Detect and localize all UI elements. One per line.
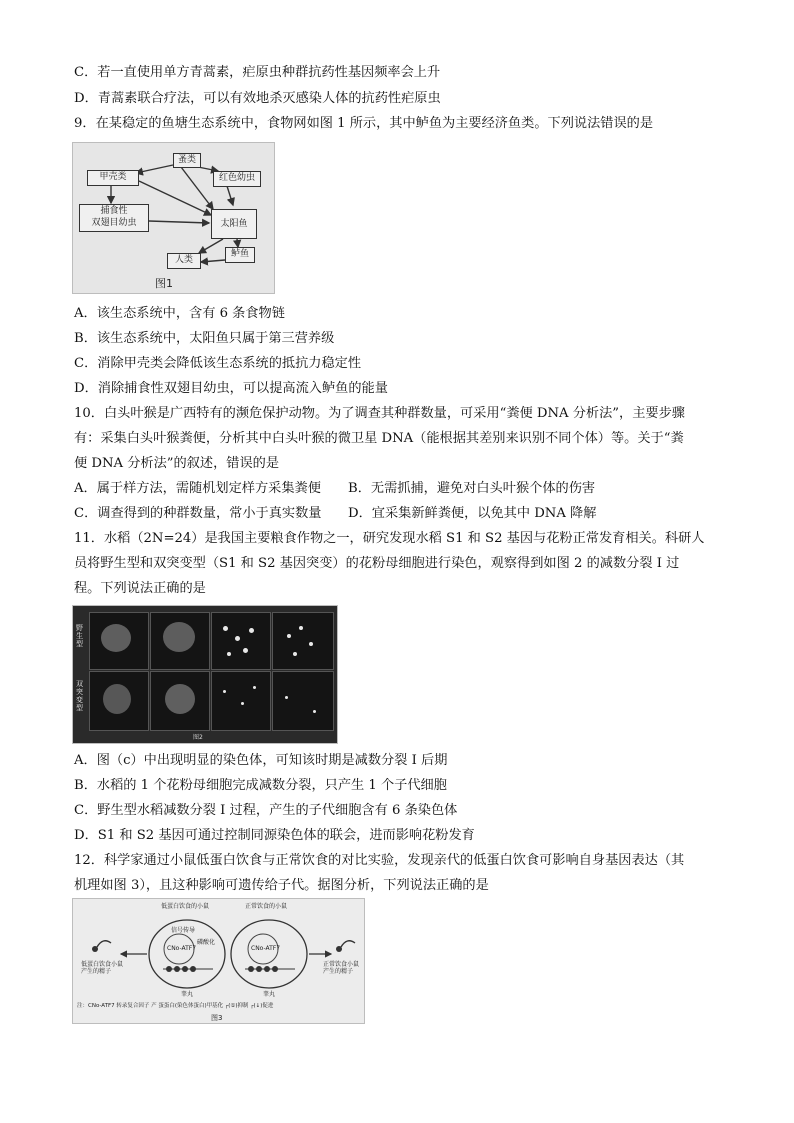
q9-option-c: C．消除甲壳类会降低该生态系统的抵抗力稳定性 (74, 356, 362, 371)
q11-stem-line2: 员将野生型和双突变型（S1 和 S2 基因突变）的花粉母细胞进行染色，观察得到如图 2 的减数分裂 I 过 (74, 556, 680, 571)
figure-2-caption: 图2 (193, 734, 203, 741)
node-human: 人类 (167, 253, 201, 269)
label-low-protein-sperm: 低蛋白饮食小鼠 产生的精子 (81, 961, 124, 975)
label-normal-sperm: 正常饮食小鼠 产生的精子 (323, 961, 360, 975)
q10-stem-line1: 10．白头叶猴是广西特有的濒危保护动物。为了调查其种群数量，可采用“粪便 DNA 分析法”，主要步骤 (74, 406, 685, 421)
q10-option-a: A．属于样方法，需随机划定样方采集粪便 (74, 481, 321, 496)
q12-stem-line2: 机理如图 3），且这种影响可遗传给子代。据图分析，下列说法正确的是 (74, 878, 489, 893)
micrograph-wt-c (211, 612, 271, 670)
figure-1-caption: 图1 (155, 277, 173, 290)
q10-option-c: C．调查得到的种群数量，常小于真实数量 (74, 506, 322, 521)
node-predatory-larva: 捕食性 双翅目幼虫 (79, 204, 149, 232)
q11-option-d: D．S1 和 S2 基因可通过控制同源染色体的联会，进而影响花粉发育 (74, 828, 475, 843)
q10-stem-line3: 便 DNA 分析法”的叙述，错误的是 (74, 456, 280, 471)
q8-option-c: C．若一直使用单方青蒿素，疟原虫种群抗药性基因频率会上升 (74, 65, 441, 80)
q9-option-a: A．该生态系统中，含有 6 条食物链 (74, 306, 285, 321)
figure-3-mechanism (72, 898, 365, 1024)
label-phosphorylation: 磷酸化 (197, 939, 216, 946)
q9-stem: 9．在某稳定的鱼塘生态系统中，食物网如图 1 所示，其中鲈鱼为主要经济鱼类。下列说法错误的是 (74, 116, 654, 131)
label-testis-left: 睾丸 (181, 991, 194, 998)
q9-option-d: D．消除捕食性双翅目幼虫，可以提高流入鲈鱼的能量 (74, 381, 388, 396)
q11-option-a: A．图（c）中出现明显的染色体，可知该时期是减数分裂 I 后期 (74, 753, 448, 768)
q12-stem-line1: 12．科学家通过小鼠低蛋白饮食与正常饮食的对比实验，发现亲代的低蛋白饮食可影响自身基因表达（其 (74, 853, 685, 868)
label-atf7-right: CNo-ATF7 (251, 945, 281, 952)
figure-3-caption: 图3 (211, 1014, 223, 1022)
figure-2-micrographs (72, 605, 338, 744)
label-signal-transduction: 信号传导 (171, 927, 196, 934)
micrograph-mut-c (211, 671, 271, 731)
row-label-double-mutant: 双突变型 (76, 680, 83, 712)
node-perch: 鲈鱼 (225, 247, 255, 263)
q10-stem-line2: 有：采集白头叶猴粪便，分析其中白头叶猴的微卫星 DNA（能根据其差别来识别不同个体）等。关于“粪 (74, 431, 684, 446)
micrograph-mut-d (272, 671, 334, 731)
q11-stem-line3: 程。下列说法正确的是 (74, 581, 206, 596)
q10-option-d: D．宜采集新鲜粪便，以免其中 DNA 降解 (348, 506, 597, 521)
figure-1-food-web (72, 142, 275, 294)
node-sunfish: 太阳鱼 (211, 209, 257, 239)
row-label-wild-type: 野生型 (76, 624, 83, 648)
q11-option-b: B．水稻的 1 个花粉母细胞完成减数分裂，只产生 1 个子代细胞 (74, 778, 447, 793)
q11-stem-line1: 11．水稻（2N=24）是我国主要粮食作物之一，研究发现水稻 S1 和 S2 基因与花粉正常发育相关。科研人 (74, 531, 705, 546)
q8-option-d: D．青蒿素联合疗法，可以有效地杀灭感染人体的抗药性疟原虫 (74, 91, 441, 106)
q10-option-b: B．无需抓捕，避免对白头叶猴个体的伤害 (348, 481, 596, 496)
label-atf7-left: CNo-ATF7 (167, 945, 197, 952)
q11-option-c: C．野生型水稻减数分裂 I 过程，产生的子代细胞含有 6 条染色体 (74, 803, 458, 818)
figure-3-footnote: 注：CNo-ATF7 转录复合因子 产 蛋蛋白(染色体蛋白)甲基化 ┌(①)抑制 ┌(↓)促进 (77, 1003, 274, 1009)
node-zooplankton: 蚤类 (173, 153, 201, 168)
micrograph-wt-d (272, 612, 334, 670)
label-testis-right: 睾丸 (263, 991, 276, 998)
node-shellfish: 甲壳类 (87, 170, 139, 186)
node-red-larva: 红色幼虫 (213, 171, 261, 187)
label-low-protein-mouse: 低蛋白饮食的小鼠 (161, 903, 210, 910)
q9-option-b: B．该生态系统中，太阳鱼只属于第三营养级 (74, 331, 335, 346)
label-normal-mouse: 正常饮食的小鼠 (245, 903, 288, 910)
